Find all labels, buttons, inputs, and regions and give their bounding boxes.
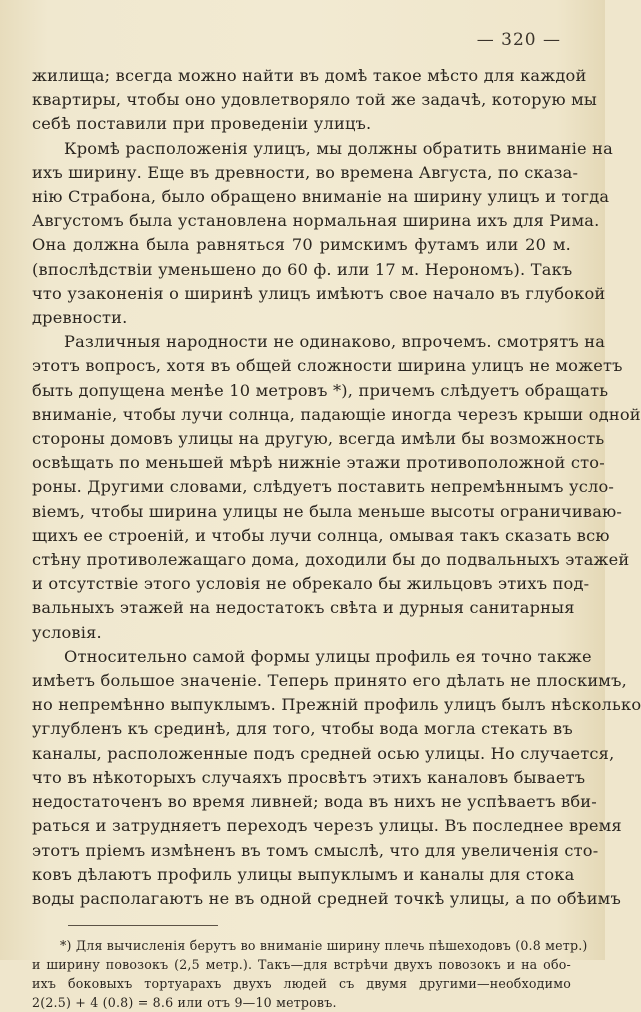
text-line: Августомъ была установлена нормальная ширина ихъ для Рима. (32, 211, 600, 231)
text-line: ковъ дѣлаютъ профиль улицы выпуклымъ и каналы для стока (32, 864, 575, 884)
footnote (32, 936, 588, 1012)
text-line: Относительно самой формы улицы профиль ея точно также (64, 646, 592, 666)
text-line: щихъ ее строеній, и чтобы лучи солнца, омывая такъ сказать всю (32, 525, 610, 545)
page-number: — 320 — (476, 30, 561, 50)
paragraph-1 (32, 64, 597, 137)
text-line: воды располагаютъ не въ одной средней точкѣ улицы, а по обѣимъ (32, 888, 621, 908)
text-line: стороны домовъ улицы на другую, всегда имѣли бы возможность (32, 429, 605, 449)
text-line: этотъ пріемъ измѣненъ въ томъ смыслѣ, что для увеличенія сто- (32, 840, 599, 860)
text-line: и отсутствіе этого условія не обрекало бы жильцовъ этихъ под- (32, 574, 590, 594)
text-line: Различныя народности не одинаково, впрочемъ. смотрятъ на (64, 332, 606, 352)
text-line: быть допущена менѣе 10 метровъ *), причемъ слѣдуетъ обращать (32, 380, 609, 400)
text-line: условія. (32, 622, 102, 642)
text-line: Кромѣ расположенія улицъ, мы должны обратить вниманіе на (64, 138, 613, 158)
text-line: углубленъ къ срединѣ, для того, чтобы вода могла стекать въ (32, 719, 573, 739)
text-line: квартиры, чтобы оно удовлетворяло той же задачѣ, которую мы (32, 90, 597, 110)
footnote-line: *) Для вычисленія берутъ во вниманіе ширину плечь пѣшеходовъ (0.8 метр.) (60, 938, 588, 954)
text-line: но непремѣнно выпуклымъ. Прежній профиль улицъ былъ нѣсколько (32, 695, 641, 715)
text-line: жилища; всегда можно найти въ домѣ такое мѣсто для каждой (32, 66, 587, 85)
footnote-divider (68, 925, 218, 926)
paragraph-2 (32, 137, 613, 331)
footnote-line: 2(2.5) + 4 (0.8) = 8.6 или отъ 9—10 метровъ. (32, 995, 337, 1011)
paragraph-4 (32, 645, 641, 911)
footnote-line: и ширину повозокъ (2,5 метр.). Такъ—для встрѣчи двухъ повозокъ и на обо- (32, 957, 571, 973)
main-text (32, 64, 641, 911)
text-line: ихъ ширину. Еще въ древности, во времена Августа, по сказа- (32, 162, 579, 182)
text-line: что въ нѣкоторыхъ случаяхъ просвѣтъ этихъ каналовъ бываетъ (32, 767, 586, 787)
text-line: роны. Другими словами, слѣдуетъ поставить непремѣннымъ усло- (32, 477, 615, 497)
text-line: раться и затрудняетъ переходъ черезъ улицы. Въ последнее время (32, 816, 622, 836)
text-line: себѣ поставили при проведеніи улицъ. (32, 114, 372, 134)
text-line: вниманіе, чтобы лучи солнца, падающіе иногда черезъ крыши одной (32, 404, 641, 424)
text-line: недостаточенъ во время ливней; вода въ нихъ не успѣваетъ вби- (32, 792, 597, 812)
text-line: древности. (32, 308, 128, 328)
text-line: имѣетъ большое значеніе. Теперь принято его дѣлать не плоскимъ, (32, 671, 627, 691)
footnote-line: ихъ боковыхъ тортуарахъ двухъ людей съ двумя другими—необходимо (32, 976, 571, 992)
text-line: Она должна была равняться 70 римскимъ футамъ или 20 м. (32, 235, 571, 255)
text-line: віемъ, чтобы ширина улицы не была меньше высоты ограничиваю- (32, 501, 623, 521)
text-line: что узаконенія о ширинѣ улицъ имѣютъ свое начало въ глубокой (32, 283, 606, 303)
text-line: этотъ вопросъ, хотя въ общей сложности ширина улицъ не можетъ (32, 356, 623, 376)
text-line: (впослѣдствіи уменьшено до 60 ф. или 17 м. Нерономъ). Такъ (32, 259, 573, 279)
paragraph-3 (32, 330, 641, 645)
text-line: стѣну противолежащаго дома, доходили бы до подвальныхъ этажей (32, 550, 630, 570)
text-line: нію Страбона, было обращено вниманіе на ширину улицъ и тогда (32, 187, 610, 207)
text-line: освѣщать по меньшей мѣрѣ нижніе этажи противоположной сто- (32, 453, 605, 473)
text-line: каналы, расположенные подъ средней осью улицы. Но случается, (32, 743, 615, 763)
text-line: вальныхъ этажей на недостатокъ свѣта и дурныя санитарныя (32, 598, 575, 618)
